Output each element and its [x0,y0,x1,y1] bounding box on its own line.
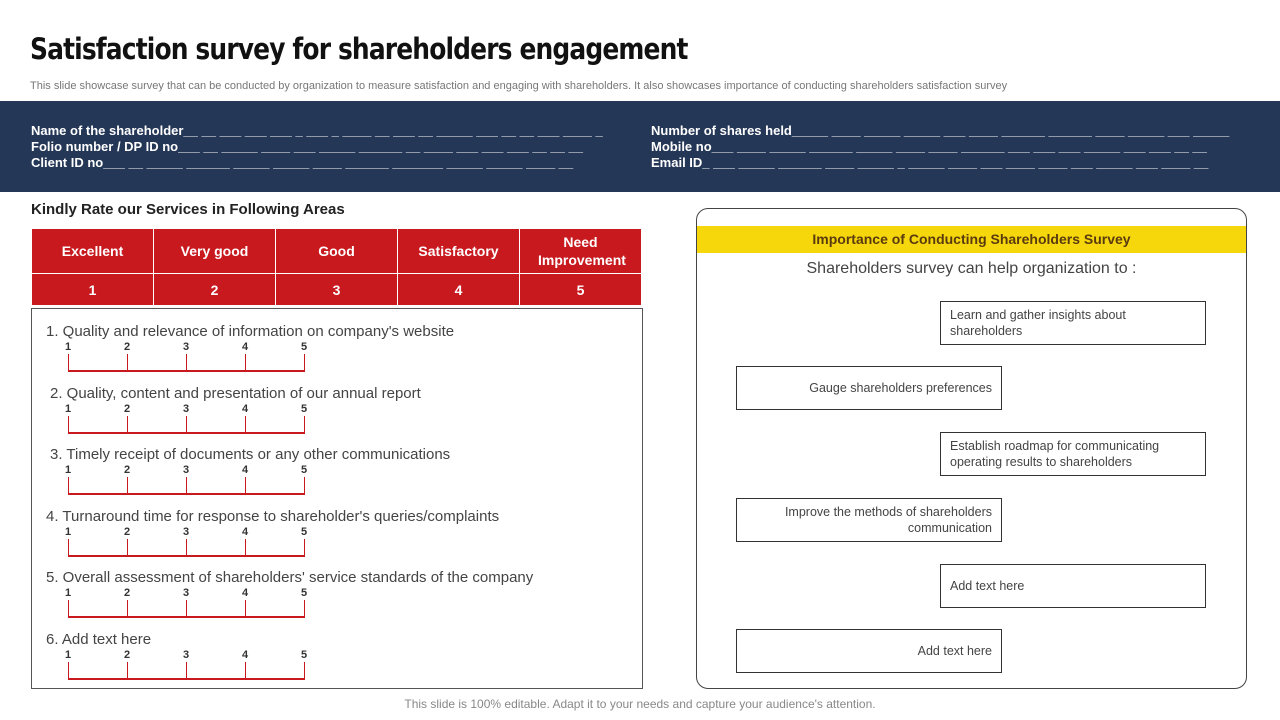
scale-value-1: 1 [32,274,154,306]
scale-tick[interactable] [304,539,305,556]
scale-value-4: 4 [398,274,520,306]
shares-held-field[interactable]: Number of shares held_____ ____ _____ _____ ___ ____ ______ ______ ____ _____ ___ _____ [651,123,1230,138]
scale-point-label: 3 [182,403,190,415]
scale-point-label: 1 [64,341,72,353]
folio-number-field[interactable]: Folio number / DP ID no___ __ _____ ____ ___ _____ ______ __ ____ ___ ___ ___ __ __ __ [31,139,583,154]
scale-tick[interactable] [186,416,187,433]
scale-point-label: 5 [300,587,308,599]
scale-point-label: 3 [182,464,190,476]
importance-item: Establish roadmap for communicating operating results to shareholders [940,432,1206,476]
scale-point-label: 2 [123,341,131,353]
scale-tick[interactable] [245,416,246,433]
scale-tick[interactable] [127,600,128,617]
scale-point-label: 4 [241,341,249,353]
slide-footer: This slide is 100% editable. Adapt it to your needs and capture your audience's attention. [404,697,876,711]
scale-tick[interactable] [127,539,128,556]
scale-tick[interactable] [245,662,246,679]
question-text: 6. Add text here [46,631,152,648]
scale-tick[interactable] [245,477,246,494]
shareholder-details-band [0,101,1280,192]
scale-point-label: 1 [64,403,72,415]
question-text: 3. Timely receipt of documents or any other communications [50,446,451,463]
scale-label-satisfactory: Satisfactory [398,229,520,274]
scale-tick[interactable] [304,354,305,371]
scale-tick[interactable] [186,600,187,617]
scale-point-label: 2 [123,526,131,538]
scale-point-label: 4 [241,464,249,476]
question-item [32,555,642,617]
question-text: 4. Turnaround time for response to shareholder's queries/complaints [46,508,500,525]
scale-tick[interactable] [68,600,69,617]
question-text: 5. Overall assessment of shareholders' service standards of the company [46,569,534,586]
scale-tick[interactable] [68,539,69,556]
scale-point-label: 3 [182,587,190,599]
scale-point-label: 2 [123,464,131,476]
scale-value-3: 3 [276,274,398,306]
scale-tick[interactable] [186,354,187,371]
scale-label-row [32,229,642,274]
scale-tick[interactable] [127,416,128,433]
question-item [32,309,642,371]
question-item [32,371,642,433]
scale-point-label: 3 [182,341,190,353]
slide-subtitle: This slide showcase survey that can be conducted by organization to measure satisfaction and engaging with shareholders. It also showcases importance of conducting shareholders satisfaction survey [30,80,1008,92]
scale-label-excellent: Excellent [32,229,154,274]
scale-point-label: 5 [300,341,308,353]
client-id-field[interactable]: Client ID no___ __ _____ ______ _____ _____ ____ ______ _______ _____ _____ ____ __ [31,155,574,170]
details-right-column [651,123,1229,171]
importance-panel [696,208,1247,689]
rating-scale[interactable] [64,649,308,683]
importance-item: Learn and gather insights about shareholders [940,301,1206,345]
scale-tick[interactable] [245,600,246,617]
details-left-column [31,123,603,171]
rating-scale-table [31,228,642,306]
questions-box [31,308,643,689]
scale-point-label: 3 [182,649,190,661]
scale-point-label: 1 [64,587,72,599]
scale-point-label: 5 [300,526,308,538]
scale-tick[interactable] [304,662,305,679]
scale-point-label: 4 [241,587,249,599]
scale-tick[interactable] [68,477,69,494]
importance-intro: Shareholders survey can help organization to : [806,260,1137,277]
email-id-field[interactable]: Email ID_ ___ _____ ______ ____ _____ _ _____ ____ ___ ____ ____ ___ _____ ___ ____ __ [651,155,1209,170]
scale-tick[interactable] [186,477,187,494]
scale-point-label: 4 [241,403,249,415]
scale-point-label: 4 [241,649,249,661]
scale-tick[interactable] [304,416,305,433]
scale-point-label: 3 [182,526,190,538]
question-item [32,617,642,679]
scale-tick[interactable] [127,477,128,494]
scale-point-label: 1 [64,464,72,476]
question-item [32,432,642,494]
scale-point-label: 2 [123,587,131,599]
question-text: 2. Quality, content and presentation of our annual report [50,385,421,402]
importance-item: Add text here [736,629,1002,673]
scale-tick[interactable] [245,539,246,556]
scale-tick[interactable] [186,662,187,679]
importance-header: Importance of Conducting Shareholders Survey [697,226,1246,253]
scale-tick[interactable] [186,539,187,556]
rating-scale[interactable] [64,587,308,621]
scale-label-need-improvement: Need Improvement [520,229,642,274]
scale-tick[interactable] [245,354,246,371]
scale-point-label: 5 [300,649,308,661]
scale-point-label: 1 [64,526,72,538]
scale-point-label: 5 [300,403,308,415]
scale-point-label: 1 [64,649,72,661]
scale-point-label: 4 [241,526,249,538]
importance-item: Improve the methods of shareholders communication [736,498,1002,542]
scale-value-5: 5 [520,274,642,306]
scale-tick[interactable] [68,662,69,679]
question-item [32,494,642,556]
question-text: 1. Quality and relevance of information on company's website [46,323,455,340]
scale-value-2: 2 [154,274,276,306]
scale-label-very-good: Very good [154,229,276,274]
slide-title: Satisfaction survey for shareholders engagement [30,32,688,66]
rating-heading: Kindly Rate our Services in Following Areas [31,201,345,218]
scale-point-label: 2 [123,649,131,661]
scale-point-label: 5 [300,464,308,476]
scale-value-row [32,274,642,306]
scale-tick[interactable] [68,416,69,433]
scale-tick[interactable] [68,354,69,371]
scale-tick[interactable] [127,662,128,679]
importance-item: Add text here [940,564,1206,608]
scale-tick[interactable] [304,600,305,617]
importance-item: Gauge shareholders preferences [736,366,1002,410]
rating-scale[interactable] [64,464,308,498]
mobile-no-field[interactable]: Mobile no___ ____ _____ ______ _____ ____ ____ ______ ___ ___ ___ _____ ___ ___ __ __ [651,139,1207,154]
scale-tick[interactable] [127,354,128,371]
shareholder-name-field[interactable]: Name of the shareholder__ __ ___ ___ ___ _ ___ _ ____ __ ___ __ _____ ___ __ __ ___ ____ _ [31,123,603,138]
rating-scale[interactable] [64,341,308,375]
scale-label-good: Good [276,229,398,274]
scale-point-label: 2 [123,403,131,415]
scale-tick[interactable] [304,477,305,494]
